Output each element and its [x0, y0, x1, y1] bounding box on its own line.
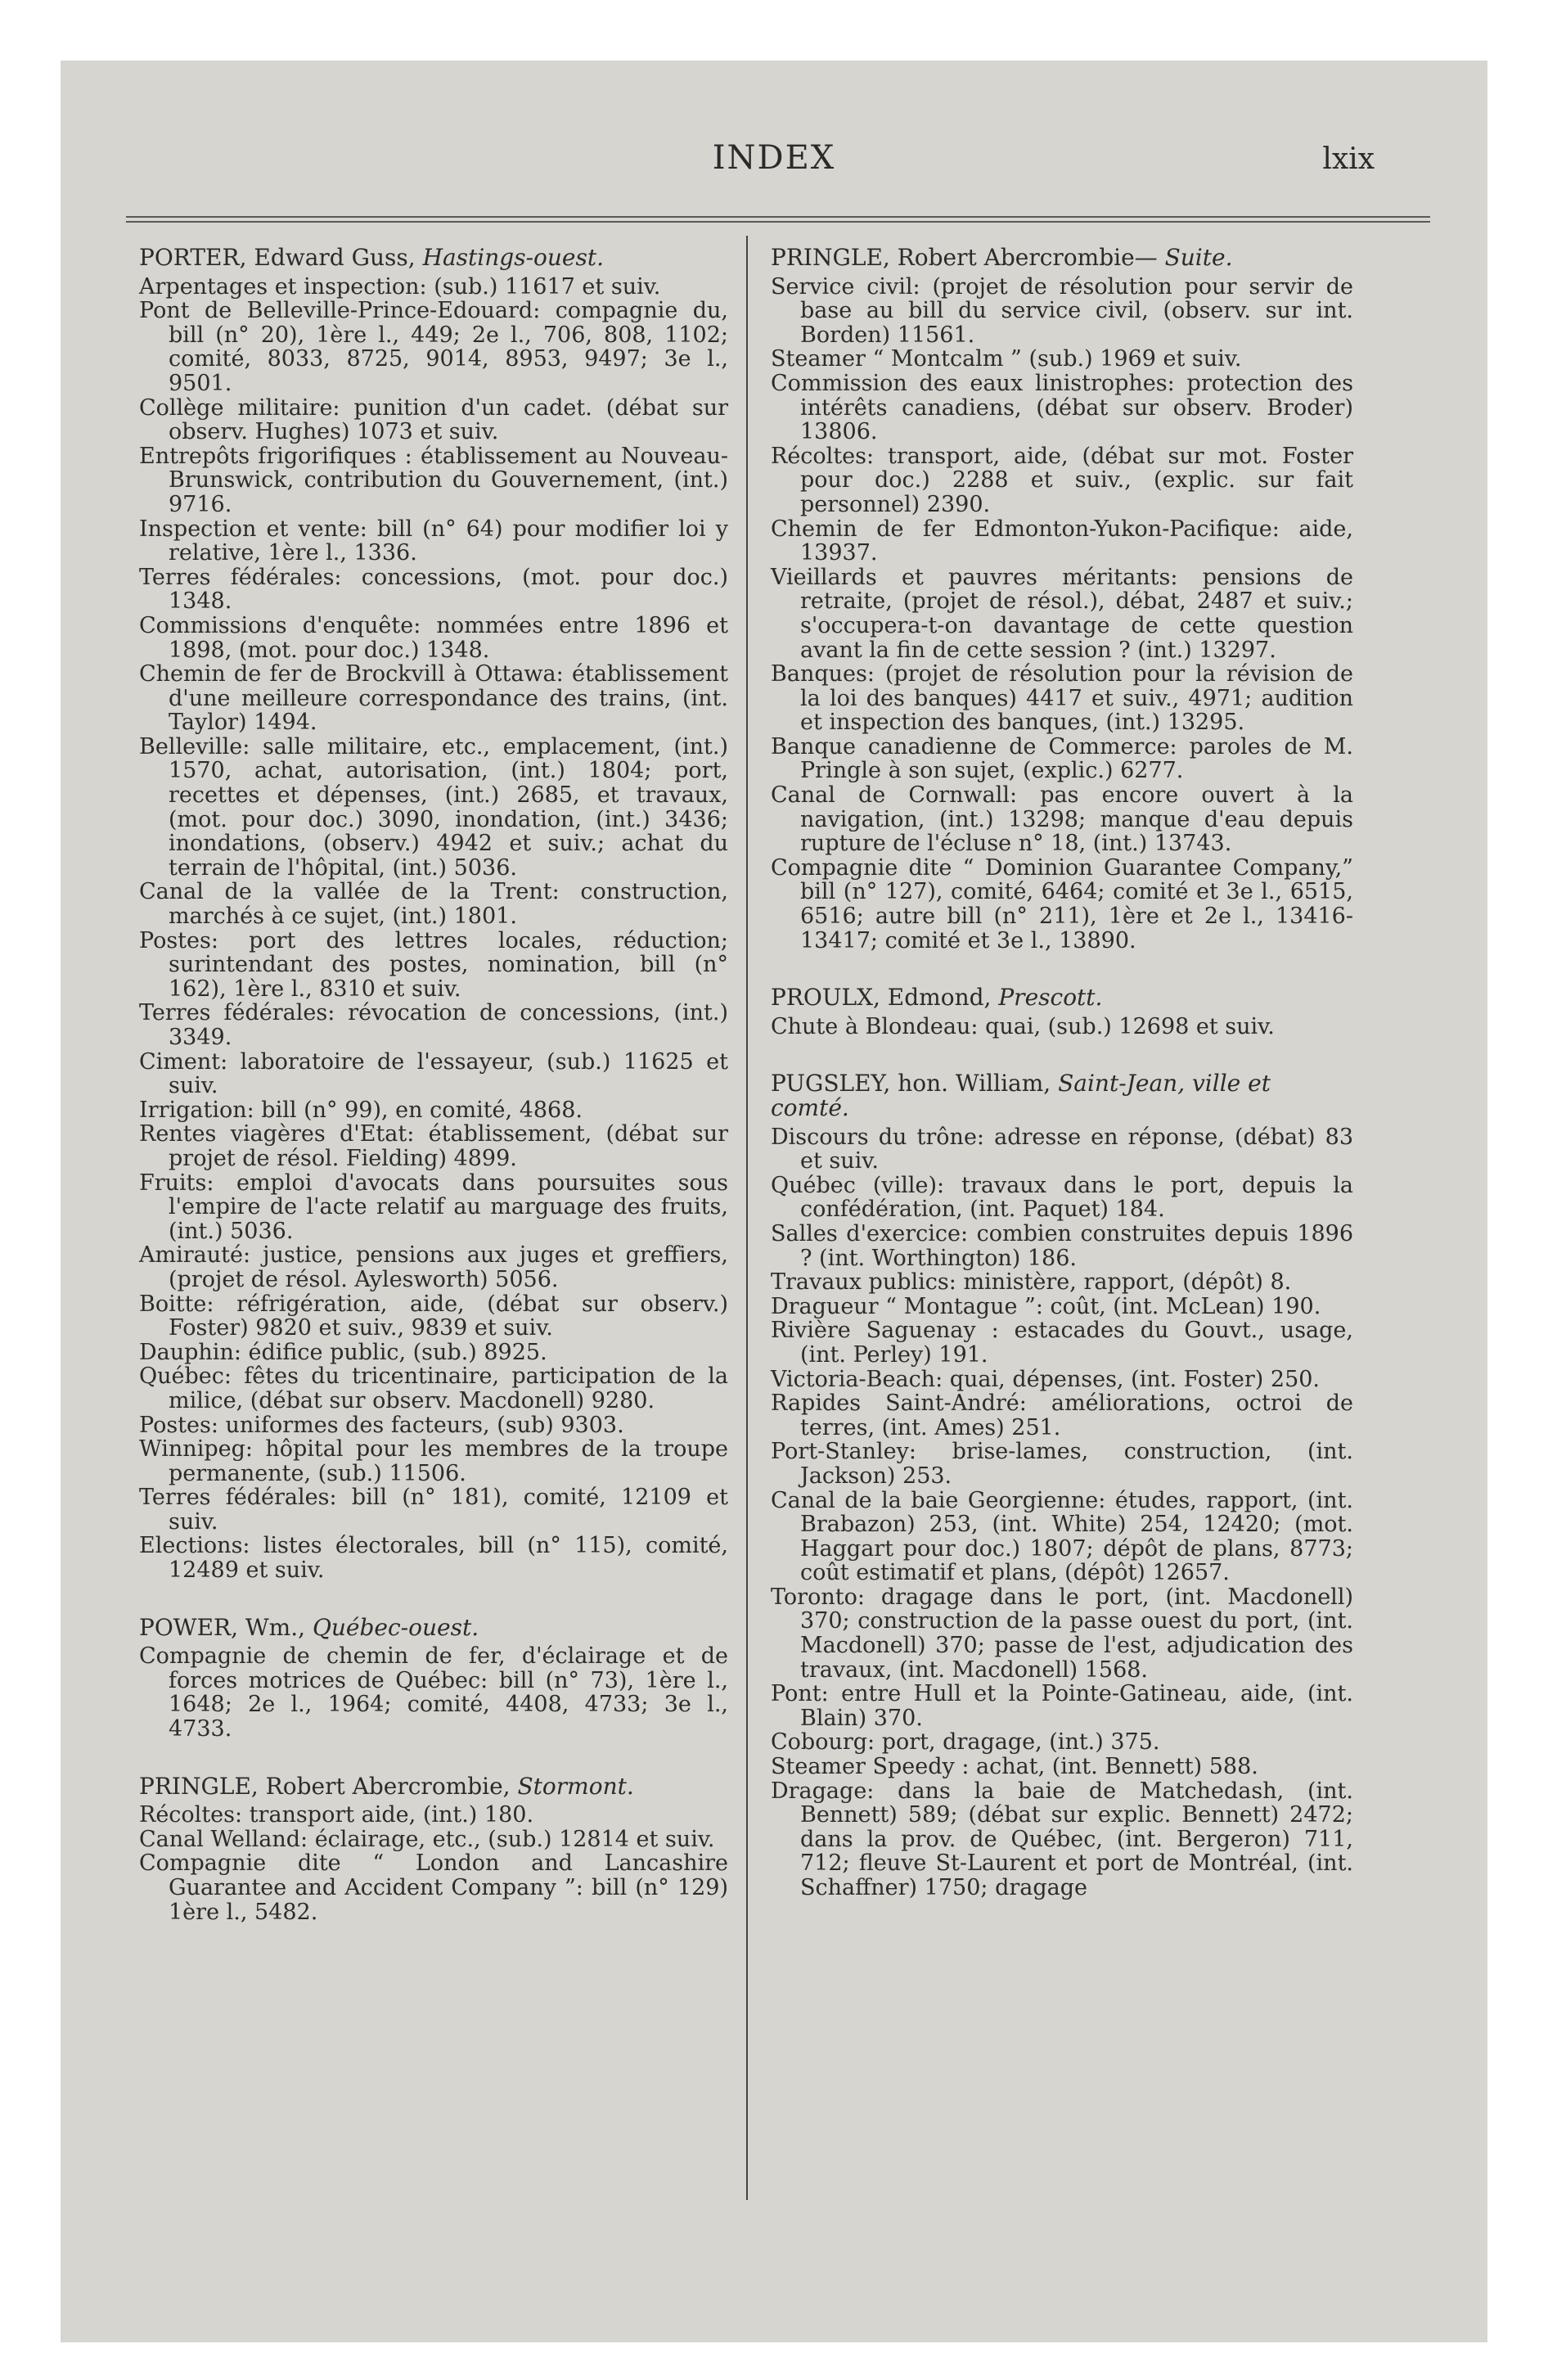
index-subentry: Canal de la baie Georgienne: études, rapport, (int. Brabazon) 253, (int. White) 254, 12420; (mot. Haggart pour doc.) 1807; dépôt de plans, 8773; coût estimatif et plans, (dépôt) 12657. — [771, 1487, 1353, 1586]
index-subentry: Compagnie de chemin de fer, d'éclairage et de forces motrices de Québec: bill (n° 73), 1ère l., 1648; 2e l., 1964; comité, 4408, 4733; 3e l., 4733. — [139, 1643, 728, 1742]
constituency: Hastings-ouest. — [422, 244, 605, 271]
index-subentry: Dragage: dans la baie de Matchedash, (int. Bennett) 589; (débat sur explic. Bennett) 2472; dans la prov. de Québec, (int. Bergeron) 711, 712; fleuve St-Laurent et port de Montréal, (int. Schaffner) 1750; dragage — [771, 1778, 1353, 1900]
index-subentry: Chute à Blondeau: quai, (sub.) 12698 et suiv. — [771, 1013, 1275, 1039]
constituency: Saint-Jean, ville et comté. — [771, 1070, 1271, 1121]
index-subentry: Port-Stanley: brise-lames, construction, (int. Jackson) 253. — [771, 1439, 1353, 1489]
index-entry — [139, 1774, 728, 1925]
index-subentry: Dragueur “ Montague ”: coût, (int. McLean) 190. — [771, 1293, 1321, 1319]
constituency: Suite. — [1164, 244, 1233, 271]
index-subentry: Compagnie dite “ London and Lancashire Guarantee and Accident Company ”: bill (n° 129) 1ère l., 5482. — [139, 1850, 728, 1925]
index-subentry: Toronto: dragage dans le port, (int. Macdonell) 370; construction de la passe ouest du port, (int. Macdonell) 370; passe de l'est, adjudication des travaux, (int. Macdonell) 1568. — [771, 1584, 1353, 1683]
index-subentry: Récoltes: transport aide, (int.) 180. — [139, 1802, 534, 1828]
constituency: Prescott. — [998, 984, 1103, 1012]
scanned-page — [61, 61, 1487, 2342]
member-name: POWER, Wm., — [139, 1613, 306, 1641]
header-rule-bottom — [126, 221, 1430, 223]
entry-heading — [139, 1613, 728, 1641]
index-subentry: Steamer “ Montcalm ” (sub.) 1969 et suiv. — [771, 346, 1242, 372]
constituency: Québec-ouest. — [312, 1613, 479, 1641]
index-subentry: Terres fédérales: bill (n° 181), comité, 12109 et suiv. — [139, 1485, 728, 1535]
index-subentry: Récoltes: transport, aide, (débat sur mot. Foster pour doc.) 2288 et suiv., (explic. sur fait personnel) 2390. — [771, 443, 1353, 517]
index-subentry: Pont: entre Hull et la Pointe-Gatineau, aide, (int. Blain) 370. — [771, 1681, 1353, 1731]
constituency: Stormont. — [517, 1772, 634, 1800]
index-entry — [771, 985, 1353, 1039]
index-subentry: Irrigation: bill (n° 99), en comité, 4868. — [139, 1097, 583, 1123]
index-entry — [771, 246, 1353, 953]
member-name: PROULX, Edmond, — [771, 984, 992, 1012]
page-title: INDEX — [712, 139, 836, 177]
index-subentry: Steamer Speedy : achat, (int. Bennett) 588. — [771, 1754, 1258, 1780]
page-number: lxix — [1322, 142, 1375, 176]
left-column — [139, 246, 728, 1957]
entry-heading — [771, 985, 1353, 1010]
index-subentry: Entrepôts frigorifiques : établissement au Nouveau-Brunswick, contribution du Gouvernement, (int.) 9716. — [139, 443, 728, 517]
member-name: PRINGLE, Robert Abercrombie, — [139, 1772, 511, 1800]
index-subentry: Boitte: réfrigération, aide, (débat sur observ.) Foster) 9820 et suiv., 9839 et suiv. — [139, 1291, 728, 1341]
index-subentry: Collège militaire: punition d'un cadet. (débat sur observ. Hughes) 1073 et suiv. — [139, 394, 728, 445]
index-subentry: Terres fédérales: concessions, (mot. pour doc.) 1348. — [139, 564, 728, 615]
index-subentry: Salles d'exercice: combien construites depuis 1896 ? (int. Worthington) 186. — [771, 1220, 1353, 1271]
index-subentry: Commission des eaux linistrophes: protection des intérêts canadiens, (débat sur observ. Broder) 13806. — [771, 370, 1353, 445]
index-subentry: Chemin de fer Edmonton-Yukon-Pacifique: aide, 13937. — [771, 516, 1353, 566]
index-subentry: Fruits: emploi d'avocats dans poursuites sous l'empire de l'acte relatif au marguage des fruits, (int.) 5036. — [139, 1170, 728, 1244]
index-subentry: Belleville: salle militaire, etc., emplacement, (int.) 1570, achat, autorisation, (int.) 1804; port, recettes et dépenses, (int.) 2685, et travaux, (mot. pour doc.) 3090, inondation, (int.) 3436; inondations, (observ.) 4942 et suiv.; achat du terrain de l'hôpital, (int.) 5036. — [139, 733, 728, 881]
index-subentry: Compagnie dite “ Dominion Guarantee Company,” bill (n° 127), comité, 6464; comité et 3e l., 6515, 6516; autre bill (n° 211), 1ère et 2e l., 13416-13417; comité et 3e l., 13890. — [771, 854, 1353, 953]
index-subentry: Ciment: laboratoire de l'essayeur, (sub.) 11625 et suiv. — [139, 1048, 728, 1099]
index-subentry: Banque canadienne de Commerce: paroles de M. Pringle à son sujet, (explic.) 6277. — [771, 733, 1353, 784]
index-subentry: Elections: listes électorales, bill (n° 115), comité, 12489 et suiv. — [139, 1533, 728, 1584]
index-subentry: Rivière Saguenay : estacades du Gouvt., usage, (int. Perley) 191. — [771, 1318, 1353, 1368]
index-subentry: Winnipeg: hôpital pour les membres de la troupe permanente, (sub.) 11506. — [139, 1436, 728, 1486]
index-entry — [139, 246, 728, 1583]
index-subentry: Arpentages et inspection: (sub.) 11617 et suiv. — [139, 273, 661, 300]
entry-heading — [771, 1071, 1353, 1120]
index-subentry: Québec (ville): travaux dans le port, depuis la confédération, (int. Paquet) 184. — [771, 1172, 1353, 1223]
index-subentry: Service civil: (projet de résolution pour servir de base au bill du service civil, (observ. sur int. Borden) 11561. — [771, 273, 1353, 348]
header-rule-top — [126, 216, 1430, 218]
index-subentry: Pont de Belleville-Prince-Edouard: compagnie du, bill (n° 20), 1ère l., 449; 2e l., 706, 808, 1102; comité, 8033, 8725, 9014, 8953, 9497; 3e l., 9501. — [139, 298, 728, 396]
index-subentry: Commissions d'enquête: nommées entre 1896 et 1898, (mot. pour doc.) 1348. — [139, 612, 728, 663]
index-subentry: Cobourg: port, dragage, (int.) 375. — [771, 1729, 1160, 1756]
index-subentry: Chemin de fer de Brockvill à Ottawa: établissement d'une meilleure correspondance des trains, (int. Taylor) 1494. — [139, 661, 728, 736]
index-subentry: Discours du trône: adresse en réponse, (débat) 83 et suiv. — [771, 1124, 1353, 1174]
index-subentry: Victoria-Beach: quai, dépenses, (int. Foster) 250. — [771, 1366, 1321, 1392]
index-subentry: Banques: (projet de résolution pour la révision de la loi des banques) 4417 et suiv., 4971; audition et inspection des banques, (int.) 13295. — [771, 661, 1353, 736]
index-subentry: Rapides Saint-André: améliorations, octroi de terres, (int. Ames) 251. — [771, 1391, 1353, 1440]
index-subentry: Vieillards et pauvres méritants: pensions de retraite, (projet de résol.), débat, 2487 et suiv.; s'occupera-t-on davantage de cette question avant la fin de cette session ? (int.) 13297. — [771, 564, 1353, 663]
index-subentry: Dauphin: édifice public, (sub.) 8925. — [139, 1339, 547, 1365]
index-subentry: Terres fédérales: révocation de concessions, (int.) 3349. — [139, 1000, 728, 1050]
index-entry — [771, 1071, 1353, 1900]
index-entry — [139, 1613, 728, 1742]
index-subentry: Amirauté: justice, pensions aux juges et greffiers, (projet de résol. Aylesworth) 5056. — [139, 1242, 728, 1292]
index-subentry: Canal de la vallée de la Trent: construction, marchés à ce sujet, (int.) 1801. — [139, 879, 728, 930]
right-column — [771, 246, 1353, 1933]
entry-heading — [139, 1774, 728, 1799]
member-name: PORTER, Edward Guss, — [139, 244, 416, 271]
member-name: PUGSLEY, hon. William, — [771, 1070, 1051, 1098]
entry-heading — [771, 246, 1353, 270]
index-subentry: Canal de Cornwall: pas encore ouvert à la navigation, (int.) 13298; manque d'eau depuis rupture de l'écluse n° 18, (int.) 13743. — [771, 782, 1353, 857]
index-subentry: Postes: uniformes des facteurs, (sub) 9303. — [139, 1412, 624, 1438]
index-subentry: Travaux publics: ministère, rapport, (dépôt) 8. — [771, 1269, 1292, 1296]
entry-heading — [139, 246, 728, 270]
column-divider — [746, 236, 748, 2200]
index-subentry: Canal Welland: éclairage, etc., (sub.) 12814 et suiv. — [139, 1826, 715, 1852]
index-subentry: Québec: fêtes du tricentinaire, participation de la milice, (débat sur observ. Macdonell) 9280. — [139, 1364, 728, 1413]
index-subentry: Inspection et vente: bill (n° 64) pour modifier loi y relative, 1ère l., 1336. — [139, 516, 728, 566]
page-header — [61, 139, 1487, 188]
index-subentry: Postes: port des lettres locales, réduction; surintendant des postes, nomination, bill (n° 162), 1ère l., 8310 et suiv. — [139, 927, 728, 1002]
index-subentry: Rentes viagères d'Etat: établissement, (débat sur projet de résol. Fielding) 4899. — [139, 1121, 728, 1171]
member-name: PRINGLE, Robert Abercrombie— — [771, 244, 1158, 271]
